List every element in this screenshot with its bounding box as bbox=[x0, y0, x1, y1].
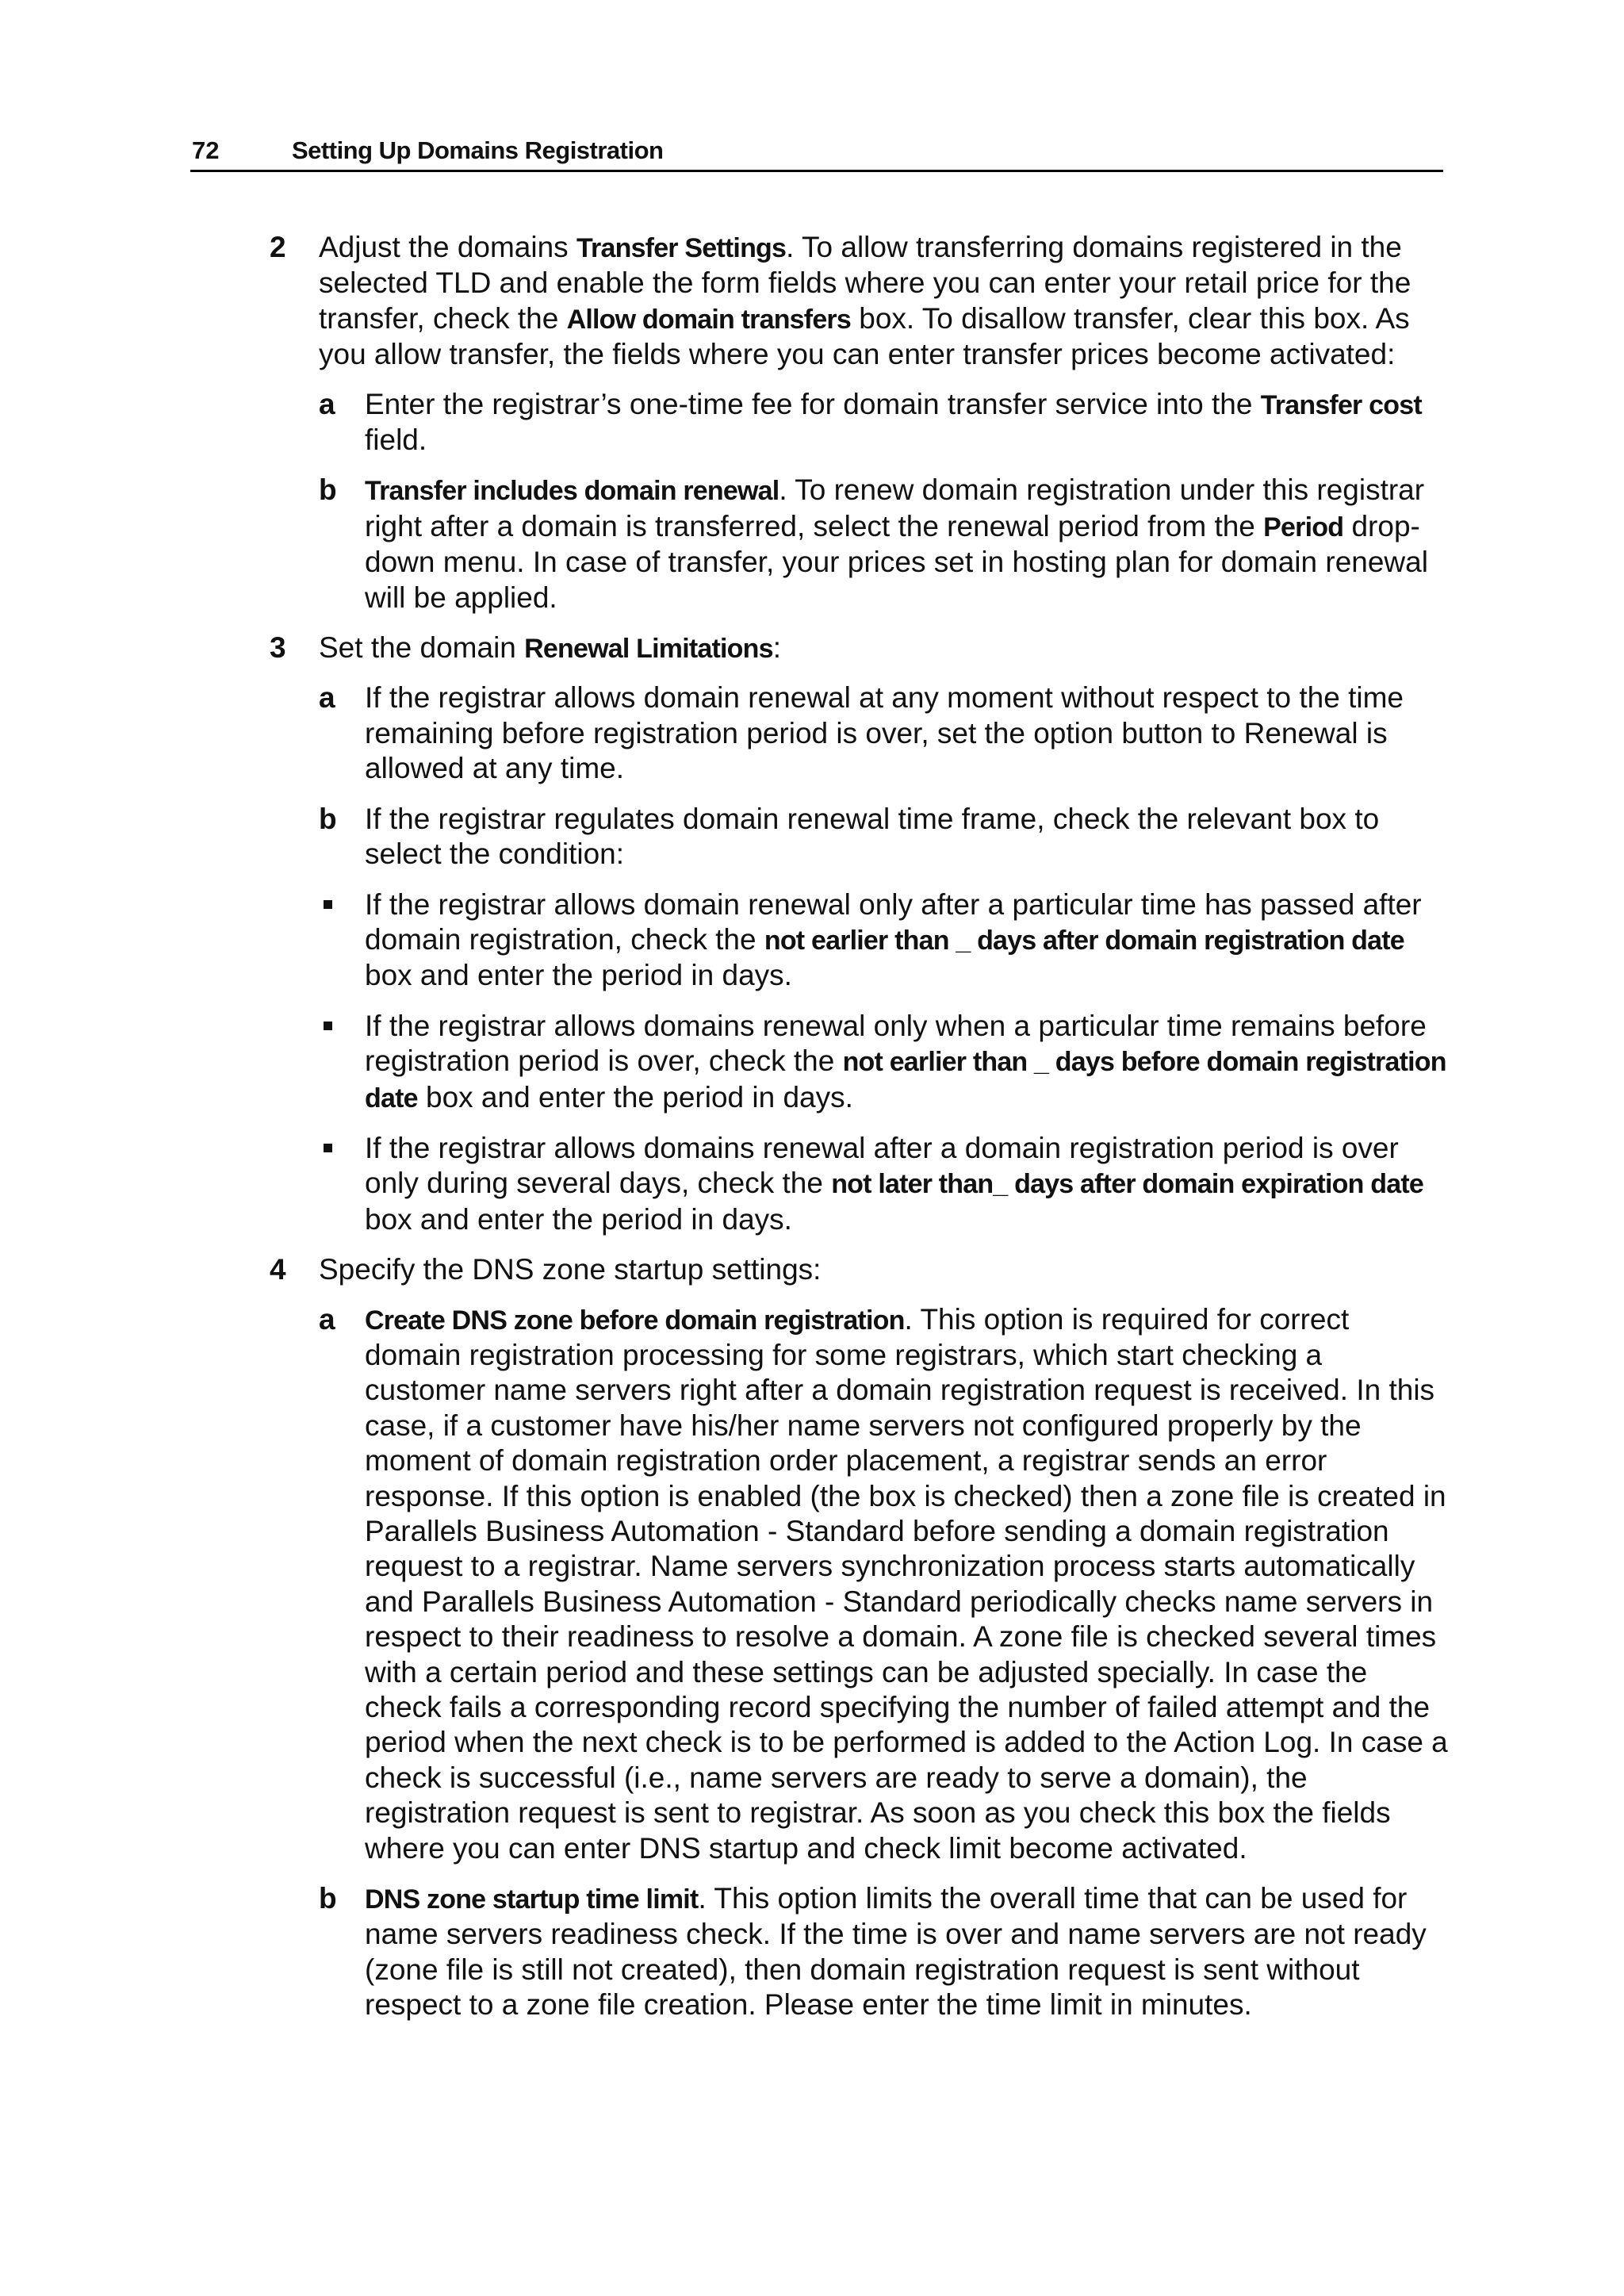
ui-term: Transfer cost bbox=[1260, 389, 1422, 420]
substep-2a bbox=[270, 387, 1448, 458]
substep-4b bbox=[270, 1881, 1448, 2023]
ui-term: not earlier than _ days before domain registration date bbox=[365, 1047, 1446, 1114]
substep-3a bbox=[270, 680, 1448, 786]
text-run: If the registrar allows domain renewal only after a particular time has passed after domain registration, check the bbox=[365, 887, 1422, 956]
page-header bbox=[190, 133, 1443, 172]
ui-term: Renewal Limitations bbox=[524, 634, 773, 665]
substep-letter: a bbox=[319, 1302, 335, 1336]
ui-term: Period bbox=[1263, 512, 1344, 542]
substep-letter: a bbox=[319, 387, 335, 420]
substep-letter: a bbox=[319, 681, 335, 715]
substep-4a bbox=[270, 1302, 1448, 1867]
substep-3b bbox=[270, 802, 1448, 872]
bullet-text bbox=[365, 1131, 1448, 1237]
bullet-square-icon bbox=[324, 1022, 332, 1030]
substep-letter: b bbox=[319, 1882, 337, 1915]
substep-2b bbox=[270, 473, 1448, 615]
step-number: 2 bbox=[270, 231, 286, 263]
text-run: drop-down menu. In case of transfer, your prices set in hosting plan for domain renewal will be applied. bbox=[365, 509, 1428, 614]
text-run: Set the domain bbox=[319, 631, 525, 665]
bullet-text bbox=[365, 1009, 1448, 1116]
bullet-item bbox=[270, 1009, 1448, 1116]
bullet-text bbox=[365, 887, 1448, 994]
text-run: box. To disallow transfer, clear this box. As you allow transfer, the fields where you can enter transfer prices become activated: bbox=[319, 301, 1410, 371]
text-run: box and enter the period in days. bbox=[365, 1202, 792, 1236]
step-number: 4 bbox=[270, 1253, 286, 1286]
text-run: If the registrar allows domains renewal only when a particular time remains before registration period is over, check the bbox=[365, 1009, 1427, 1078]
substep-text: If the registrar regulates domain renewal time frame, check the relevant box to select the condition: bbox=[365, 802, 1380, 871]
text-run: . This option limits the overall time that can be used for name servers readiness check. If the time is over and name servers are not ready (zone file is still not created), then domain registration request is sent without respect to a zone file creation. Please enter the time limit in minutes. bbox=[365, 1882, 1427, 2022]
body-content bbox=[270, 230, 1448, 2038]
ui-term: not later than_ days after domain expiration date bbox=[831, 1169, 1423, 1200]
ui-term: Allow domain transfers bbox=[566, 304, 851, 335]
step-number: 3 bbox=[270, 631, 286, 665]
text-run: field. bbox=[365, 424, 427, 457]
substep-text: If the registrar allows domain renewal at any moment without respect to the time remaining before registration period is over, set the option button to Renewal is allowed at any time. bbox=[365, 681, 1404, 785]
page-number: 72 bbox=[192, 136, 220, 164]
ui-term: Create DNS zone before domain registration bbox=[365, 1305, 905, 1336]
text-run: box and enter the period in days. bbox=[417, 1080, 853, 1114]
bullet-square-icon bbox=[324, 900, 332, 909]
step-text bbox=[319, 631, 1448, 666]
step-4 bbox=[270, 1252, 1448, 1287]
ui-term: not earlier than _ days after domain registration date bbox=[764, 925, 1404, 956]
text-run: Enter the registrar’s one-time fee for domain transfer service into the bbox=[365, 387, 1261, 420]
text-run: If the registrar allows domains renewal after a domain registration period is over only during several days, check the bbox=[365, 1131, 1399, 1200]
step-text: Specify the DNS zone startup settings: bbox=[319, 1253, 822, 1286]
text-run: : bbox=[772, 631, 781, 665]
substep-text bbox=[365, 1302, 1448, 1867]
step-text bbox=[319, 230, 1448, 373]
text-run: box and enter the period in days. bbox=[365, 959, 792, 992]
text-run: . To renew domain registration under this registrar right after a domain is transferred, select the renewal period from the bbox=[365, 473, 1425, 542]
substep-text bbox=[365, 1881, 1448, 2023]
step-2 bbox=[270, 230, 1448, 373]
substep-letter: b bbox=[319, 802, 337, 835]
substep-text bbox=[365, 387, 1448, 458]
bullet-item bbox=[270, 1131, 1448, 1237]
substep-letter: b bbox=[319, 473, 337, 507]
substep-text bbox=[365, 473, 1448, 615]
text-run: . This option is required for correct domain registration processing for some registrars, which start checking a customer name servers right after a domain registration request is received. In this case, if a customer have his/her name servers not configured properly by the moment of domain registration order placement, a registrar sends an error response. If this option is enabled (the box is checked) then a zone file is created in Parallels Business Automation - Standard before sending a domain registration request to a registrar. Name servers synchronization process starts automatically and Parallels Business Automation - Standard periodically checks name servers in respect to their readiness to resolve a domain. A zone file is checked several times with a certain period and these settings can be adjusted specially. In case the check fails a corresponding record specifying the number of failed attempt and the period when the next check is to be performed is added to the Action Log. In case a check is successful (i.e., name servers are ready to serve a domain), the registration request is sent to registrar. As soon as you check this box the fields where you can enter DNS startup and check limit become activated. bbox=[365, 1302, 1448, 1865]
bullet-square-icon bbox=[324, 1144, 332, 1152]
bullet-item bbox=[270, 887, 1448, 994]
text-run: . To allow transferring domains registered in the selected TLD and enable the form fields where you can enter your retail price for the transfer, check the bbox=[319, 231, 1411, 335]
ui-term: Transfer includes domain renewal bbox=[365, 476, 779, 507]
running-title: Setting Up Domains Registration bbox=[292, 136, 664, 164]
ui-term: DNS zone startup time limit bbox=[365, 1884, 699, 1915]
text-run: Adjust the domains bbox=[319, 231, 576, 263]
step-3 bbox=[270, 631, 1448, 666]
ui-term: Transfer Settings bbox=[576, 233, 787, 263]
